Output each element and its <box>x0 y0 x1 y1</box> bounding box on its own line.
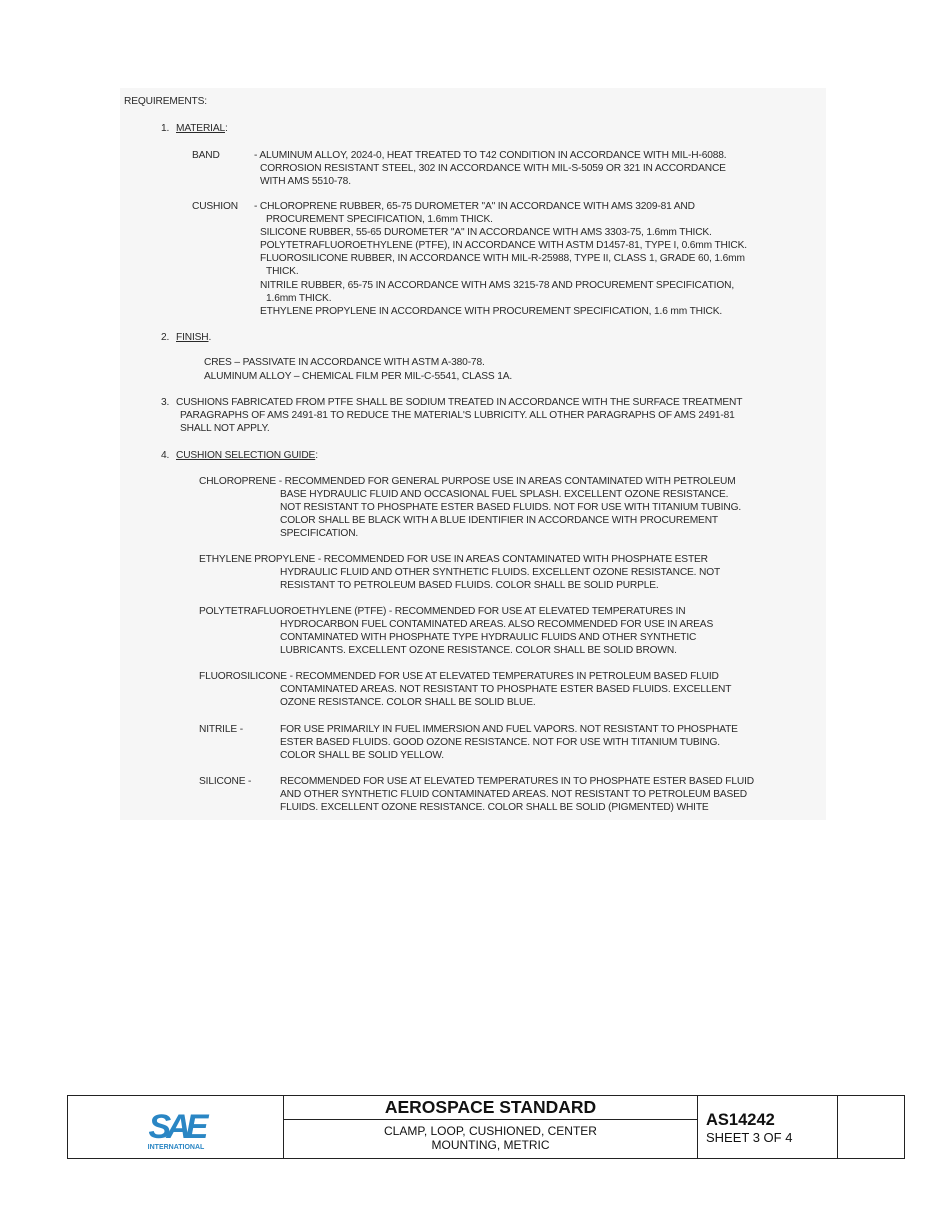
fluorosilicone-line: FLUOROSILICONE - RECOMMENDED FOR USE AT ELEVATED TEMPERATURES IN PETROLEUM BASED FLUID <box>199 671 719 682</box>
ptfe-guide-line: HYDROCARBON FUEL CONTAMINATED AREAS. ALSO RECOMMENDED FOR USE IN AREAS <box>280 619 714 630</box>
cushion-line: POLYTETRAFLUOROETHYLENE (PTFE), IN ACCORDANCE WITH ASTM D1457-81, TYPE I, 0.6mm THICK. <box>260 240 747 251</box>
ptfe-line: CUSHIONS FABRICATED FROM PTFE SHALL BE SODIUM TREATED IN ACCORDANCE WITH THE SURFACE TREATMENT <box>176 397 743 408</box>
material-title-text: MATERIAL <box>176 123 225 134</box>
sae-logo <box>140 1105 212 1151</box>
nitrile-line: FOR USE PRIMARILY IN FUEL IMMERSION AND FUEL VAPORS. NOT RESISTANT TO PHOSPHATE <box>280 724 738 735</box>
chloroprene-line: COLOR SHALL BE BLACK WITH A BLUE IDENTIFIER IN ACCORDANCE WITH PROCUREMENT <box>280 515 718 526</box>
nitrile-line: COLOR SHALL BE SOLID YELLOW. <box>280 750 444 761</box>
cushion-line: PROCUREMENT SPECIFICATION, 1.6mm THICK. <box>266 214 493 225</box>
ethylene-line: HYDRAULIC FLUID AND OTHER SYNTHETIC FLUIDS. EXCELLENT OZONE RESISTANCE. NOT <box>280 567 721 578</box>
finish-line: CRES – PASSIVATE IN ACCORDANCE WITH ASTM A-380-78. <box>204 357 485 368</box>
requirements-heading: REQUIREMENTS: <box>124 96 207 107</box>
finish-title-text: FINISH <box>176 332 209 343</box>
sheet-number: SHEET 3 OF 4 <box>706 1130 793 1145</box>
title-block <box>67 1095 905 1159</box>
nitrile-label: NITRILE - <box>199 724 243 735</box>
band-line: - ALUMINUM ALLOY, 2024-0, HEAT TREATED TO T42 CONDITION IN ACCORDANCE WITH MIL-H-6088. <box>254 150 727 161</box>
guide-title-text: CUSHION SELECTION GUIDE <box>176 450 316 461</box>
silicone-label: SILICONE - <box>199 776 252 787</box>
chloroprene-line: BASE HYDRAULIC FLUID AND OCCASIONAL FUEL SPLASH. EXCELLENT OZONE RESISTANCE. <box>280 489 729 500</box>
ptfe-line: SHALL NOT APPLY. <box>180 423 270 434</box>
silicone-line: FLUIDS. EXCELLENT OZONE RESISTANCE. COLOR SHALL BE SOLID (PIGMENTED) WHITE <box>280 802 709 813</box>
title-cell <box>284 1096 698 1158</box>
silicone-line: RECOMMENDED FOR USE AT ELEVATED TEMPERATURES IN TO PHOSPHATE ESTER BASED FLUID <box>280 776 754 787</box>
ptfe-number: 3. <box>161 397 170 408</box>
logo-subtext: INTERNATIONAL <box>147 1144 205 1151</box>
chloroprene-line: SPECIFICATION. <box>280 528 359 539</box>
finish-number: 2. <box>161 332 170 343</box>
material-title <box>176 122 228 135</box>
ptfe-guide-line: POLYTETRAFLUOROETHYLENE (PTFE) - RECOMMENDED FOR USE AT ELEVATED TEMPERATURES IN <box>199 606 686 617</box>
subtitle-line-1: CLAMP, LOOP, CUSHIONED, CENTER <box>384 1124 597 1138</box>
ethylene-line: RESISTANT TO PETROLEUM BASED FLUIDS. COLOR SHALL BE SOLID PURPLE. <box>280 580 659 591</box>
finish-dot: . <box>208 332 212 343</box>
cushion-line: SILICONE RUBBER, 55-65 DUROMETER "A" IN ACCORDANCE WITH AMS 3303-75, 1.6mm THICK. <box>260 227 712 238</box>
ptfe-guide-line: LUBRICANTS. EXCELLENT OZONE RESISTANCE. COLOR SHALL BE SOLID BROWN. <box>280 645 677 656</box>
chloroprene-line: CHLOROPRENE - RECOMMENDED FOR GENERAL PURPOSE USE IN AREAS CONTAMINATED WITH PETROLEUM <box>199 476 736 487</box>
cushion-line: ETHYLENE PROPYLENE IN ACCORDANCE WITH PROCUREMENT SPECIFICATION, 1.6 mm THICK. <box>260 306 723 317</box>
doc-number-cell <box>698 1096 838 1158</box>
logo-cell <box>68 1096 284 1158</box>
band-label: BAND <box>192 150 220 161</box>
cushion-line: - CHLOROPRENE RUBBER, 65-75 DUROMETER "A" IN ACCORDANCE WITH AMS 3209-81 AND <box>254 201 695 212</box>
ptfe-line: PARAGRAPHS OF AMS 2491-81 TO REDUCE THE MATERIAL'S LUBRICITY. ALL OTHER PARAGRAPHS OF AMS 2491-81 <box>180 410 735 421</box>
nitrile-line: ESTER BASED FLUIDS. GOOD OZONE RESISTANCE. NOT FOR USE WITH TITANIUM TUBING. <box>280 737 720 748</box>
ethylene-line: ETHYLENE PROPYLENE - RECOMMENDED FOR USE IN AREAS CONTAMINATED WITH PHOSPHATE ESTER <box>199 554 708 565</box>
standard-title: AEROSPACE STANDARD <box>284 1096 697 1120</box>
blank-cell <box>838 1096 906 1158</box>
finish-title <box>176 331 211 344</box>
doc-number: AS14242 <box>706 1111 775 1129</box>
guide-title <box>176 449 318 462</box>
subtitle-line-2: MOUNTING, METRIC <box>431 1138 550 1152</box>
band-line: WITH AMS 5510-78. <box>260 176 351 187</box>
fluorosilicone-line: OZONE RESISTANCE. COLOR SHALL BE SOLID BLUE. <box>280 697 536 708</box>
cushion-line: THICK. <box>266 266 299 277</box>
fluorosilicone-line: CONTAMINATED AREAS. NOT RESISTANT TO PHOSPHATE ESTER BASED FLUIDS. EXCELLENT <box>280 684 732 695</box>
cushion-line: NITRILE RUBBER, 65-75 IN ACCORDANCE WITH AMS 3215-78 AND PROCUREMENT SPECIFICATION, <box>260 280 735 291</box>
cushion-label: CUSHION <box>192 201 238 212</box>
chloroprene-line: NOT RESISTANT TO PHOSPHATE ESTER BASED FLUIDS. NOT FOR USE WITH TITANIUM TUBING. <box>280 502 742 513</box>
material-number: 1. <box>161 123 170 134</box>
guide-number: 4. <box>161 450 170 461</box>
finish-line: ALUMINUM ALLOY – CHEMICAL FILM PER MIL-C-5541, CLASS 1A. <box>204 371 513 382</box>
guide-colon: : <box>315 450 318 461</box>
logo-text: SAE <box>148 1108 204 1146</box>
band-line: CORROSION RESISTANT STEEL, 302 IN ACCORDANCE WITH MIL-S-5059 OR 321 IN ACCORDANCE <box>260 163 726 174</box>
standard-subtitle <box>284 1124 697 1152</box>
cushion-line: 1.6mm THICK. <box>266 293 332 304</box>
material-colon: : <box>225 123 228 134</box>
ptfe-guide-line: CONTAMINATED WITH PHOSPHATE TYPE HYDRAULIC FLUIDS AND OTHER SYNTHETIC <box>280 632 697 643</box>
silicone-line: AND OTHER SYNTHETIC FLUID CONTAMINATED AREAS. NOT RESISTANT TO PETROLEUM BASED <box>280 789 747 800</box>
cushion-line: FLUOROSILICONE RUBBER, IN ACCORDANCE WITH MIL-R-25988, TYPE II, CLASS 1, GRADE 60, 1.6mm <box>260 253 745 264</box>
